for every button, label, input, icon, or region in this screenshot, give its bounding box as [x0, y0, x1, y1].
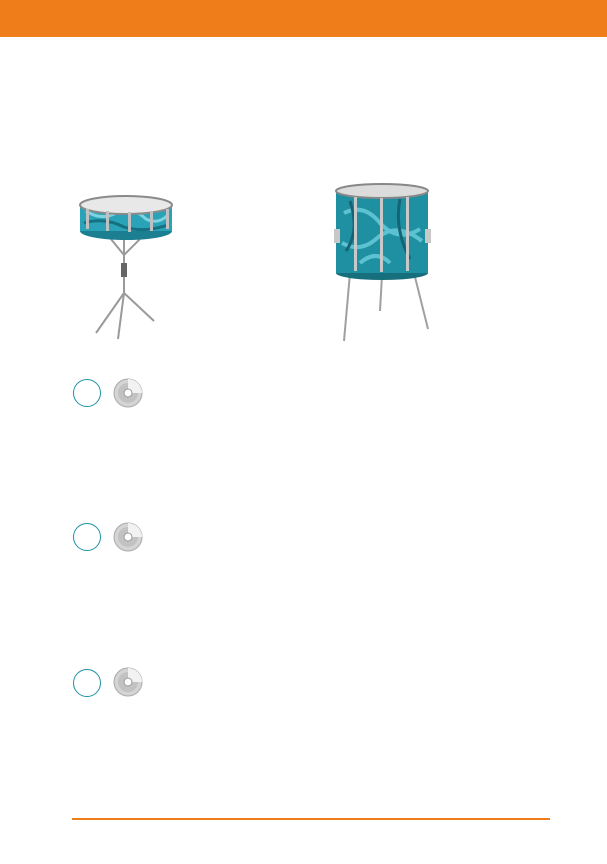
staff-2: [72, 558, 552, 598]
running-header: [541, 12, 551, 24]
floor-tom-caption: [428, 240, 552, 246]
staff-3: [72, 703, 552, 743]
exercise-number-3: [73, 669, 101, 697]
snare-caption: [150, 240, 274, 246]
exercise-number-1: [73, 379, 101, 407]
floor-tom-image: [330, 183, 435, 345]
staff-1: [72, 414, 552, 454]
exercise-number-2: [73, 523, 101, 551]
cd-icon[interactable]: [113, 522, 143, 552]
footer-rule: [72, 818, 550, 820]
header-bar: [0, 0, 607, 37]
snare-drum-image: [76, 193, 176, 341]
cd-icon[interactable]: [113, 667, 143, 697]
cd-icon[interactable]: [113, 378, 143, 408]
